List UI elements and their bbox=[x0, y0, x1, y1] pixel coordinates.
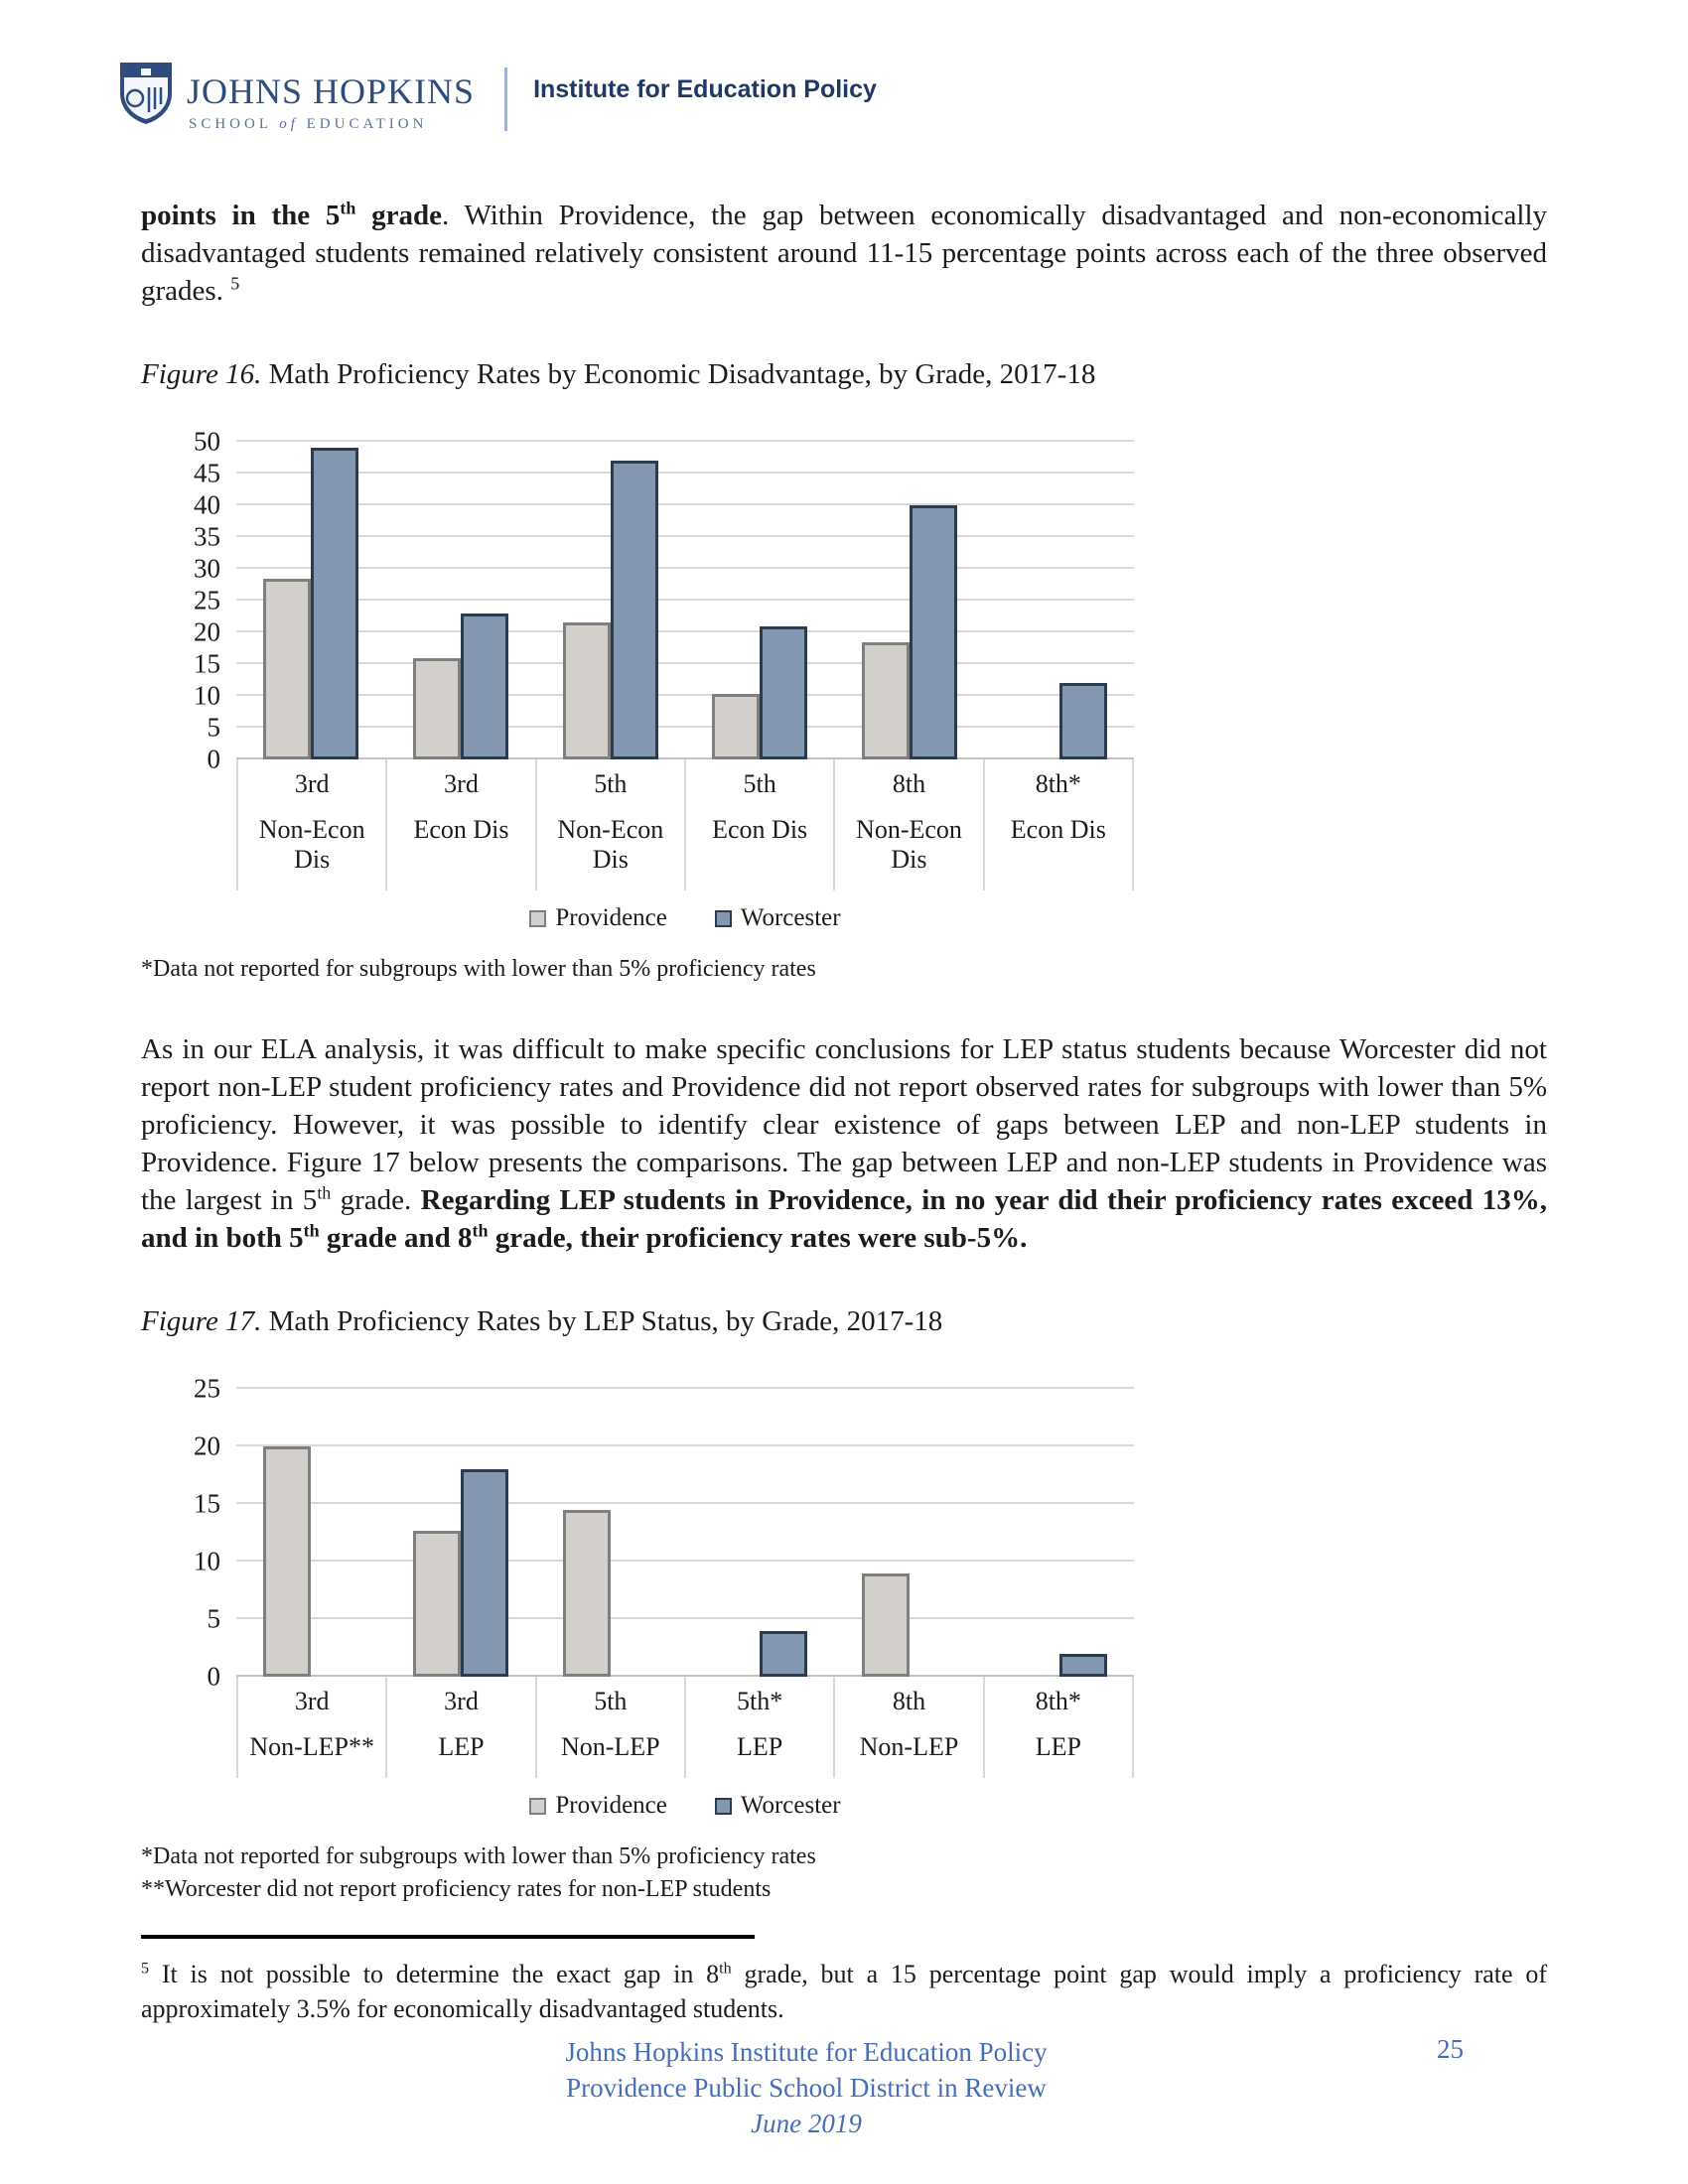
y-tick-label: 15 bbox=[194, 1488, 220, 1519]
figure16-footnote: *Data not reported for subgroups with lower than 5% proficiency rates bbox=[141, 956, 816, 982]
bar-pair bbox=[236, 1446, 386, 1677]
y-tick-label: 25 bbox=[194, 1373, 220, 1404]
category-label bbox=[985, 759, 1134, 890]
category-label bbox=[236, 1677, 387, 1778]
footer-institute: Johns Hopkins Institute for Education Policy bbox=[565, 2037, 1048, 2067]
bar-group bbox=[535, 417, 685, 759]
bar-providence bbox=[862, 642, 910, 759]
category-subgroup: Non-Econ Dis bbox=[557, 815, 664, 874]
category-grade: 3rd bbox=[294, 1687, 330, 1715]
bar-providence bbox=[413, 658, 461, 759]
category-subgroup: Non-LEP** bbox=[249, 1732, 374, 1761]
y-tick-label: 15 bbox=[194, 648, 220, 679]
bar-group bbox=[984, 417, 1134, 759]
legend bbox=[236, 1792, 1134, 1820]
bar-group bbox=[835, 1364, 985, 1677]
bar-group bbox=[386, 1364, 536, 1677]
category-grade: 8th bbox=[892, 1687, 926, 1715]
bar-providence bbox=[712, 694, 760, 759]
analysis-paragraph: As in our ELA analysis, it was difficult to make specific conclusions for LEP status students because Worcester did not report non-LEP student proficiency rates and Providence did not report observed rates for subgroups with lower than 5% proficiency. However, it was possible to identify clear existence of gaps between LEP and non-LEP students in Providence. Figure 17 below presents the comparisons. The gap between LEP and non-LEP students in Providence was the largest in 5th grade. Regarding LEP students in Providence, in no year did their proficiency rates exceed 13%, and in both 5th grade and 8th grade, their proficiency rates were sub-5%. bbox=[141, 1033, 1548, 1254]
bar-pair bbox=[535, 461, 685, 759]
category-subgroup: Non-LEP bbox=[560, 1732, 660, 1761]
bar-slot bbox=[1059, 683, 1107, 759]
y-tick-label: 40 bbox=[194, 489, 220, 520]
bar-worcester bbox=[1059, 1654, 1107, 1677]
bar-pair bbox=[386, 1469, 536, 1677]
figure17-chart bbox=[141, 1364, 1134, 1820]
category-label bbox=[236, 759, 387, 890]
legend-item-providence bbox=[529, 904, 666, 932]
category-subgroup: Non-LEP bbox=[859, 1732, 959, 1761]
intro-paragraph: points in the 5th grade. Within Providence, the gap between economically disadvantaged and non-economically disadvantaged students remained relatively consistent around 11-15 percentage points across each of the three observed grades. $^5$ bbox=[141, 198, 1547, 307]
footer-report-title: Providence Public School District in Review bbox=[566, 2073, 1047, 2103]
bar-group bbox=[685, 417, 835, 759]
bar-groups bbox=[236, 1364, 1134, 1677]
category-axis bbox=[236, 759, 1134, 890]
category-subgroup: Non-Econ Dis bbox=[258, 815, 365, 874]
bar-providence bbox=[263, 1446, 311, 1677]
legend-swatch-worcester bbox=[715, 910, 732, 927]
bar-providence bbox=[862, 1573, 910, 1677]
bar-worcester bbox=[910, 505, 957, 759]
y-tick-label: 50 bbox=[194, 426, 220, 457]
axis-spacer bbox=[141, 1677, 236, 1778]
bar-group bbox=[535, 1364, 685, 1677]
bar-group bbox=[236, 1364, 386, 1677]
bar-slot bbox=[461, 1469, 508, 1677]
category-subgroup: Econ Dis bbox=[712, 815, 808, 844]
category-label bbox=[387, 1677, 536, 1778]
bar-slot bbox=[563, 1510, 611, 1677]
category-label bbox=[387, 759, 536, 890]
footnote-separator bbox=[141, 1935, 755, 1939]
bar-slot bbox=[712, 694, 760, 759]
bar-slot bbox=[311, 448, 358, 759]
category-grade: 5th bbox=[594, 769, 628, 798]
y-tick-label: 0 bbox=[207, 1661, 220, 1692]
legend-item-worcester bbox=[715, 1792, 841, 1820]
bar-slot bbox=[263, 579, 311, 759]
bar-group bbox=[685, 1364, 835, 1677]
plot-area bbox=[236, 1364, 1134, 1677]
bar-groups bbox=[236, 417, 1134, 759]
figure17-footnote-1: *Data not reported for subgroups with lower than 5% proficiency rates bbox=[141, 1843, 816, 1869]
bar-slot bbox=[413, 1531, 461, 1677]
axis-spacer bbox=[141, 759, 236, 890]
category-grade: 5th* bbox=[737, 1687, 783, 1715]
bar-worcester bbox=[760, 1631, 807, 1677]
figure17-caption: Figure 17. Math Proficiency Rates by LEP Status, by Grade, 2017-18 bbox=[141, 1305, 943, 1337]
legend-spacer bbox=[141, 890, 236, 932]
legend-item-providence bbox=[529, 1792, 666, 1820]
category-grade: 3rd bbox=[444, 769, 479, 798]
legend-spacer bbox=[141, 1778, 236, 1820]
legend-label-worcester: Worcester bbox=[740, 1792, 841, 1819]
bar-group bbox=[236, 417, 386, 759]
y-tick-label: 5 bbox=[207, 712, 220, 743]
bar-worcester bbox=[311, 448, 358, 759]
legend-label-providence: Providence bbox=[555, 904, 667, 931]
bar-providence bbox=[563, 1510, 611, 1677]
johns-hopkins-logo bbox=[119, 62, 475, 133]
bar-slot bbox=[760, 1631, 807, 1677]
y-tick-label: 10 bbox=[194, 1546, 220, 1576]
category-grade: 8th bbox=[892, 769, 926, 798]
y-tick-label: 5 bbox=[207, 1603, 220, 1634]
bar-worcester bbox=[461, 614, 508, 759]
logo-school-line: SCHOOL of EDUCATION bbox=[189, 116, 428, 132]
header bbox=[119, 62, 1547, 147]
bar-slot bbox=[1059, 1654, 1107, 1677]
bar-slot bbox=[563, 622, 611, 759]
bar-slot bbox=[910, 505, 957, 759]
y-tick-label: 20 bbox=[194, 1431, 220, 1461]
y-tick-label: 35 bbox=[194, 521, 220, 552]
category-label bbox=[835, 759, 984, 890]
bar-pair bbox=[236, 448, 386, 759]
legend bbox=[236, 904, 1134, 932]
category-subgroup: LEP bbox=[737, 1732, 783, 1761]
bar-pair bbox=[386, 614, 536, 759]
page-footer bbox=[141, 2034, 1547, 2141]
bar-group bbox=[386, 417, 536, 759]
category-label bbox=[686, 1677, 835, 1778]
page-number: 25 bbox=[1437, 2034, 1464, 2064]
category-label bbox=[686, 759, 835, 890]
bar-providence bbox=[263, 579, 311, 759]
y-axis bbox=[141, 1364, 236, 1692]
category-label bbox=[985, 1677, 1134, 1778]
category-grade: 8th* bbox=[1035, 769, 1081, 798]
y-tick-label: 20 bbox=[194, 616, 220, 647]
legend-label-providence: Providence bbox=[555, 1792, 667, 1819]
bar-slot bbox=[413, 658, 461, 759]
logo-wordmark: JOHNS HOPKINS bbox=[187, 71, 476, 111]
bar-group bbox=[835, 417, 985, 759]
category-subgroup: Econ Dis bbox=[1010, 815, 1106, 844]
bar-worcester bbox=[1059, 683, 1107, 759]
category-grade: 5th bbox=[743, 769, 776, 798]
footnote-5: $^5$ It is not possible to determine the exact gap in 8th grade, but a 15 percentage point gap would imply a proficiency rate of approximately 3.5% for economically disadvantaged students. bbox=[141, 1960, 1547, 2023]
footer-lines bbox=[141, 2034, 1472, 2141]
bar-group bbox=[984, 1364, 1134, 1677]
bar-pair bbox=[685, 626, 835, 759]
bar-pair bbox=[835, 505, 985, 759]
figure16-chart bbox=[141, 417, 1134, 932]
y-tick-label: 10 bbox=[194, 680, 220, 711]
bar-worcester bbox=[461, 1469, 508, 1677]
figure17-footnote-2: **Worcester did not report proficiency rates for non-LEP students bbox=[141, 1876, 772, 1902]
bar-providence bbox=[563, 622, 611, 759]
figure16-caption: Figure 16. Math Proficiency Rates by Economic Disadvantage, by Grade, 2017-18 bbox=[141, 358, 1096, 390]
y-tick-label: 0 bbox=[207, 744, 220, 774]
legend-label-worcester: Worcester bbox=[740, 904, 841, 931]
y-tick-label: 30 bbox=[194, 553, 220, 584]
category-axis bbox=[236, 1677, 1134, 1778]
bar-providence bbox=[413, 1531, 461, 1677]
category-subgroup: LEP bbox=[438, 1732, 485, 1761]
category-subgroup: LEP bbox=[1035, 1732, 1081, 1761]
category-label bbox=[537, 759, 686, 890]
bar-slot bbox=[760, 626, 807, 759]
y-axis bbox=[141, 417, 236, 774]
bar-slot bbox=[862, 1573, 910, 1677]
category-grade: 8th* bbox=[1035, 1687, 1081, 1715]
bar-slot bbox=[263, 1446, 311, 1677]
logo-text bbox=[187, 62, 475, 133]
category-label bbox=[835, 1677, 984, 1778]
bar-pair bbox=[535, 1510, 685, 1677]
legend-swatch-providence bbox=[529, 910, 546, 927]
category-label bbox=[537, 1677, 686, 1778]
header-divider bbox=[504, 68, 507, 131]
bar-slot bbox=[461, 614, 508, 759]
institute-title: Institute for Education Policy bbox=[533, 75, 877, 103]
legend-item-worcester bbox=[715, 904, 841, 932]
bar-pair bbox=[984, 683, 1134, 759]
category-grade: 3rd bbox=[294, 769, 330, 798]
category-grade: 5th bbox=[594, 1687, 628, 1715]
bar-pair bbox=[835, 1573, 985, 1677]
legend-swatch-providence bbox=[529, 1798, 546, 1815]
category-subgroup: Non-Econ Dis bbox=[856, 815, 962, 874]
bar-worcester bbox=[760, 626, 807, 759]
bar-worcester bbox=[611, 461, 658, 759]
legend-swatch-worcester bbox=[715, 1798, 732, 1815]
footer-date: June 2019 bbox=[751, 2109, 862, 2138]
bar-pair bbox=[685, 1631, 835, 1677]
y-tick-label: 45 bbox=[194, 458, 220, 488]
jhu-shield-icon bbox=[119, 62, 173, 125]
bar-pair bbox=[984, 1654, 1134, 1677]
bar-slot bbox=[862, 642, 910, 759]
y-tick-label: 25 bbox=[194, 585, 220, 615]
category-grade: 3rd bbox=[444, 1687, 479, 1715]
category-subgroup: Econ Dis bbox=[413, 815, 509, 844]
bar-slot bbox=[611, 461, 658, 759]
plot-area bbox=[236, 417, 1134, 759]
